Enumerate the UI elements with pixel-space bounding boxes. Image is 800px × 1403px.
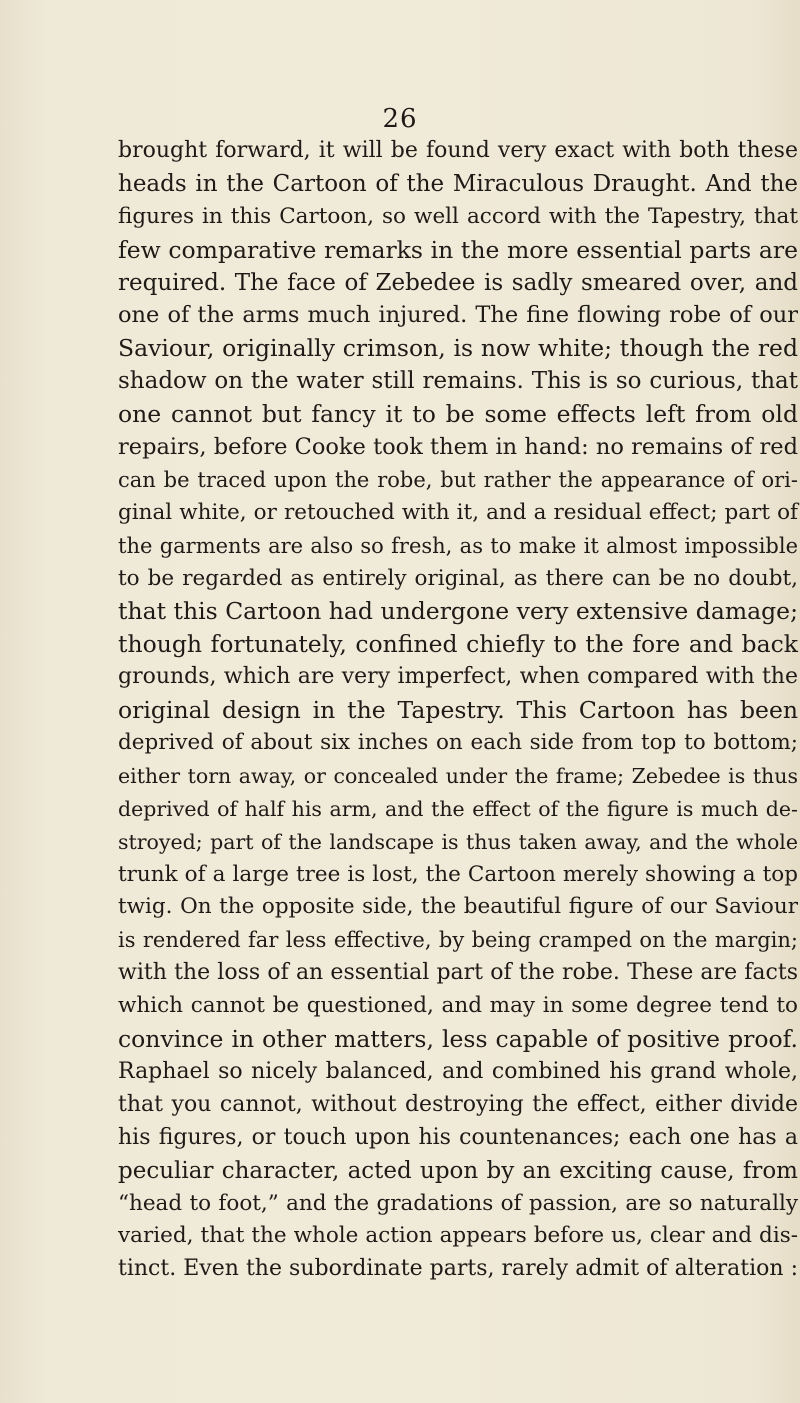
text-line: is rendered far less effective, by being cramped on the margin; [118, 928, 798, 953]
text-line: that this Cartoon had undergone very extensive damage; [118, 597, 798, 626]
text-line: heads in the Cartoon of the Miraculous Draught. And the [118, 170, 798, 197]
text-line: Saviour, originally crimson, is now white; though the red [118, 334, 798, 363]
text-line: required. The face of Zebedee is sadly smeared over, and [118, 269, 798, 296]
text-line: trunk of a large tree is lost, the Cartoon merely showing a top [118, 861, 798, 887]
text-line: the garments are also so fresh, as to make it almost impossible [118, 533, 798, 558]
text-line: that you cannot, without destroying the effect, either divide [118, 1091, 798, 1117]
text-line: deprived of half his arm, and the effect of the figure is much de- [118, 796, 798, 821]
text-line: repairs, before Cooke took them in hand: no remains of red [118, 434, 798, 461]
text-line: can be traced upon the robe, but rather the appearance of ori- [118, 467, 798, 492]
text-line: his figures, or touch upon his countenances; each one has a [118, 1124, 798, 1150]
body-text [118, 135, 798, 1286]
text-line: twig. On the opposite side, the beautiful figure of our Saviour [118, 894, 798, 920]
page-number: 26 [382, 104, 418, 134]
text-line: one of the arms much injured. The fine flowing robe of our [118, 302, 798, 329]
text-line: to be regarded as entirely original, as there can be no doubt, [118, 565, 798, 591]
text-line: either torn away, or concealed under the frame; Zebedee is thus [118, 763, 798, 788]
text-line: one cannot but fancy it to be some effects left from old [118, 400, 798, 429]
text-line: deprived of about six inches on each side from top to bottom; [118, 730, 798, 756]
text-line: convince in other matters, less capable of positive proof. [118, 1025, 798, 1054]
text-line: ginal white, or retouched with it, and a residual effect; part of [118, 499, 798, 525]
text-line: shadow on the water still remains. This is so curious, that [118, 368, 798, 395]
text-line: varied, that the whole action appears before us, clear and dis- [118, 1223, 798, 1249]
text-line: brought forward, it will be found very exact with both these [118, 138, 798, 163]
text-line: though fortunately, confined chiefly to the fore and back [118, 630, 798, 659]
text-line: few comparative remarks in the more essential parts are [118, 235, 798, 264]
text-line: stroyed; part of the landscape is thus taken away, and the whole [118, 829, 798, 854]
text-line: figures in this Cartoon, so well accord with the Tapestry, that [118, 203, 798, 229]
text-line: grounds, which are very imperfect, when compared with the [118, 664, 798, 690]
text-line: peculiar character, acted upon by an exciting cause, from [118, 1157, 798, 1184]
text-line: with the loss of an essential part of the robe. These are facts [118, 960, 798, 986]
text-line: Raphael so nicely balanced, and combined his grand whole, [118, 1058, 798, 1084]
text-line: original design in the Tapestry. This Cartoon has been [118, 696, 798, 725]
text-line: “head to foot,” and the gradations of passion, are so naturally [118, 1190, 798, 1216]
text-line: tinct. Even the subordinate parts, rarely admit of alteration : [118, 1256, 798, 1282]
text-line: which cannot be questioned, and may in some degree tend to [118, 993, 798, 1019]
